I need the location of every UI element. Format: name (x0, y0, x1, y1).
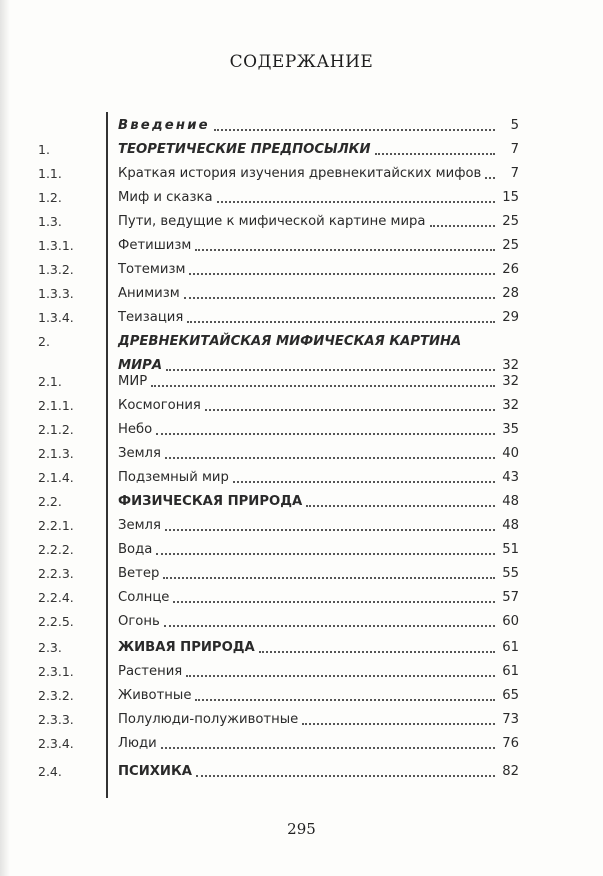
toc-entry-title: ПСИХИКА (118, 764, 192, 779)
toc-entry-title: Краткая история изучения древнекитайских мифов (118, 166, 482, 181)
toc-entry-title: Тотемизм (118, 262, 186, 277)
toc-entry (118, 282, 519, 306)
dot-leader (163, 577, 495, 579)
toc-page-number: 5 (510, 118, 519, 133)
dot-leader (195, 249, 495, 251)
dot-leader (156, 433, 495, 435)
toc-number: 1.2. (38, 190, 62, 205)
toc-entry (118, 418, 519, 442)
toc-entry-title: ЖИВАЯ ПРИРОДА (118, 640, 255, 655)
toc-row[interactable] (0, 466, 603, 490)
toc-entry (118, 306, 519, 330)
toc-row[interactable] (0, 538, 603, 562)
toc-number: 1.1. (38, 166, 62, 181)
toc-number: 1.3.4. (38, 310, 74, 325)
dot-leader (189, 273, 495, 275)
toc-entry (118, 490, 519, 514)
dot-leader (161, 747, 495, 749)
dot-leader (302, 723, 495, 725)
toc-page-number: 65 (502, 688, 519, 703)
toc-entry (118, 538, 519, 562)
toc-row[interactable] (0, 114, 603, 138)
toc-number: 2.2.4. (38, 590, 74, 605)
toc-row[interactable] (0, 514, 603, 538)
page-title: СОДЕРЖАНИЕ (229, 52, 374, 72)
toc-number: 2.3.1. (38, 664, 74, 679)
dot-leader (430, 225, 495, 227)
toc-entry-title: ТЕОРЕТИЧЕСКИЕ ПРЕДПОСЫЛКИ (118, 142, 371, 157)
toc-page-number: 28 (502, 286, 519, 301)
dot-leader (165, 529, 495, 531)
toc-number: 2. (38, 334, 50, 349)
toc-page-number: 48 (502, 518, 519, 533)
toc-page-number: 55 (502, 566, 519, 581)
toc-entry (118, 586, 519, 610)
toc-number: 1.3.1. (38, 238, 74, 253)
toc-row[interactable] (0, 162, 603, 186)
toc-entry-title: Миф и сказка (118, 190, 213, 205)
toc-page-number: 61 (502, 664, 519, 679)
toc-row[interactable] (0, 708, 603, 732)
toc-page-number: 32 (502, 398, 519, 413)
toc-page-number: 15 (502, 190, 519, 205)
page-number: 295 (287, 820, 316, 838)
toc-entry-title: Огонь (118, 614, 160, 629)
toc-entry-title: Пути, ведущие к мифической картине мира (118, 214, 426, 229)
toc-row[interactable] (0, 186, 603, 210)
toc-entry-title: Анимизм (118, 286, 180, 301)
toc-page-number: 7 (510, 166, 519, 181)
toc-number: 2.4. (38, 764, 62, 779)
toc-entry-title: Введение (118, 118, 210, 133)
toc-entry (118, 562, 519, 586)
toc-number: 1.3.3. (38, 286, 74, 301)
toc-row[interactable] (0, 684, 603, 708)
toc-row[interactable] (0, 394, 603, 418)
toc-page-number: 48 (502, 494, 519, 509)
toc-entry (118, 186, 519, 210)
toc-entry (118, 660, 519, 684)
toc-number: 1.3.2. (38, 262, 74, 277)
toc-row[interactable] (0, 370, 603, 394)
toc-entry-title: ДРЕВНЕКИТАЙСКАЯ МИФИЧЕСКАЯ КАРТИНА (118, 334, 462, 349)
toc-page-number: 73 (502, 712, 519, 727)
toc-row[interactable] (0, 258, 603, 282)
toc-row[interactable] (0, 490, 603, 514)
toc-entry-title: Теизация (118, 310, 184, 325)
toc-number: 2.3.2. (38, 688, 74, 703)
toc-number: 2.3. (38, 640, 62, 655)
toc-entry-title: Люди (118, 736, 157, 751)
toc-row[interactable] (0, 586, 603, 610)
dot-leader (259, 651, 495, 653)
toc-entry (118, 732, 519, 756)
toc-number: 2.1.3. (38, 446, 74, 461)
dot-leader (205, 409, 495, 411)
toc-entry-title: Фетишизм (118, 238, 192, 253)
toc-number: 2.1. (38, 374, 62, 389)
dot-leader (196, 775, 495, 777)
toc-entry (118, 760, 519, 784)
toc-row[interactable] (0, 732, 603, 756)
dot-leader (184, 297, 495, 299)
toc-entry-title: Вода (118, 542, 153, 557)
toc-entry (118, 394, 519, 418)
toc-row[interactable] (0, 330, 603, 373)
toc-number: 1.3. (38, 214, 62, 229)
toc-row[interactable] (0, 660, 603, 684)
toc-entry-title: Небо (118, 422, 153, 437)
toc-entry-title: Земля (118, 446, 161, 461)
toc-row[interactable] (0, 760, 603, 784)
toc-entry-title: Земля (118, 518, 161, 533)
dot-leader (186, 675, 495, 677)
dot-leader (233, 481, 495, 483)
toc-entry-title: МИР (118, 374, 148, 389)
toc-entry (118, 466, 519, 490)
toc-entry-title: Животные (118, 688, 192, 703)
toc-page-number: 40 (502, 446, 519, 461)
toc-entry-title: Ветер (118, 566, 160, 581)
toc-row[interactable] (0, 282, 603, 306)
toc-entry-title: Полулюди-полуживотные (118, 712, 299, 727)
toc-entry (118, 114, 519, 138)
toc-entry (118, 138, 519, 162)
toc-entry-title: Солнце (118, 590, 170, 605)
toc-row[interactable] (0, 138, 603, 162)
dot-leader (217, 201, 495, 203)
toc-entry (118, 370, 519, 394)
toc-row[interactable] (0, 610, 603, 634)
toc-page-number: 82 (502, 764, 519, 779)
toc-number: 2.3.4. (38, 736, 74, 751)
toc-entry (118, 684, 519, 708)
toc-entry (118, 610, 519, 634)
toc-entry (118, 258, 519, 282)
toc-row[interactable] (0, 306, 603, 330)
toc-row[interactable] (0, 418, 603, 442)
dot-leader (306, 505, 495, 507)
toc-row[interactable] (0, 442, 603, 466)
toc-page-number: 51 (502, 542, 519, 557)
toc-number: 2.2. (38, 494, 62, 509)
toc-page-number: 29 (502, 310, 519, 325)
dot-leader (156, 553, 495, 555)
toc-row[interactable] (0, 636, 603, 660)
toc-number: 1. (38, 142, 50, 157)
dot-leader (214, 129, 495, 131)
toc-entry-title: ФИЗИЧЕСКАЯ ПРИРОДА (118, 494, 303, 509)
dot-leader (151, 385, 495, 387)
toc-number: 2.2.5. (38, 614, 74, 629)
toc-row[interactable] (0, 210, 603, 234)
toc-number: 2.3.3. (38, 712, 74, 727)
toc-number: 2.2.1. (38, 518, 74, 533)
toc-page-number: 32 (502, 374, 519, 389)
toc-entry (118, 442, 519, 466)
toc-entry-title: Подземный мир (118, 470, 229, 485)
toc-page-number: 26 (502, 262, 519, 277)
toc-page-number: 61 (502, 640, 519, 655)
dot-leader (195, 699, 495, 701)
toc-number: 2.1.1. (38, 398, 74, 413)
toc-number: 2.1.4. (38, 470, 74, 485)
toc-entry (118, 514, 519, 538)
toc-page-number: 60 (502, 614, 519, 629)
toc-number: 2.2.3. (38, 566, 74, 581)
toc-entry (118, 162, 519, 186)
toc-number: 2.1.2. (38, 422, 74, 437)
toc-number: 2.2.2. (38, 542, 74, 557)
toc-page-number: 43 (502, 470, 519, 485)
toc-entry (118, 708, 519, 732)
dot-leader (375, 153, 496, 155)
toc-entry-title: Растения (118, 664, 183, 679)
toc-page-number: 25 (502, 214, 519, 229)
toc-page-number: 57 (502, 590, 519, 605)
toc-page-number: 76 (502, 736, 519, 751)
toc-entry (118, 234, 519, 258)
toc-row[interactable] (0, 562, 603, 586)
toc-entry (118, 210, 519, 234)
dot-leader (173, 601, 495, 603)
toc-row[interactable] (0, 234, 603, 258)
toc-page-number: 35 (502, 422, 519, 437)
dot-leader (164, 625, 495, 627)
toc-page-number: 7 (510, 142, 519, 157)
toc-entry (118, 636, 519, 660)
toc-entry-title-continued: МИРА (118, 358, 163, 373)
dot-leader (187, 321, 495, 323)
toc-entry-title: Космогония (118, 398, 201, 413)
toc-page-number: 32 (502, 358, 519, 373)
dot-leader (165, 457, 495, 459)
toc-page-number: 25 (502, 238, 519, 253)
dot-leader (485, 177, 495, 179)
